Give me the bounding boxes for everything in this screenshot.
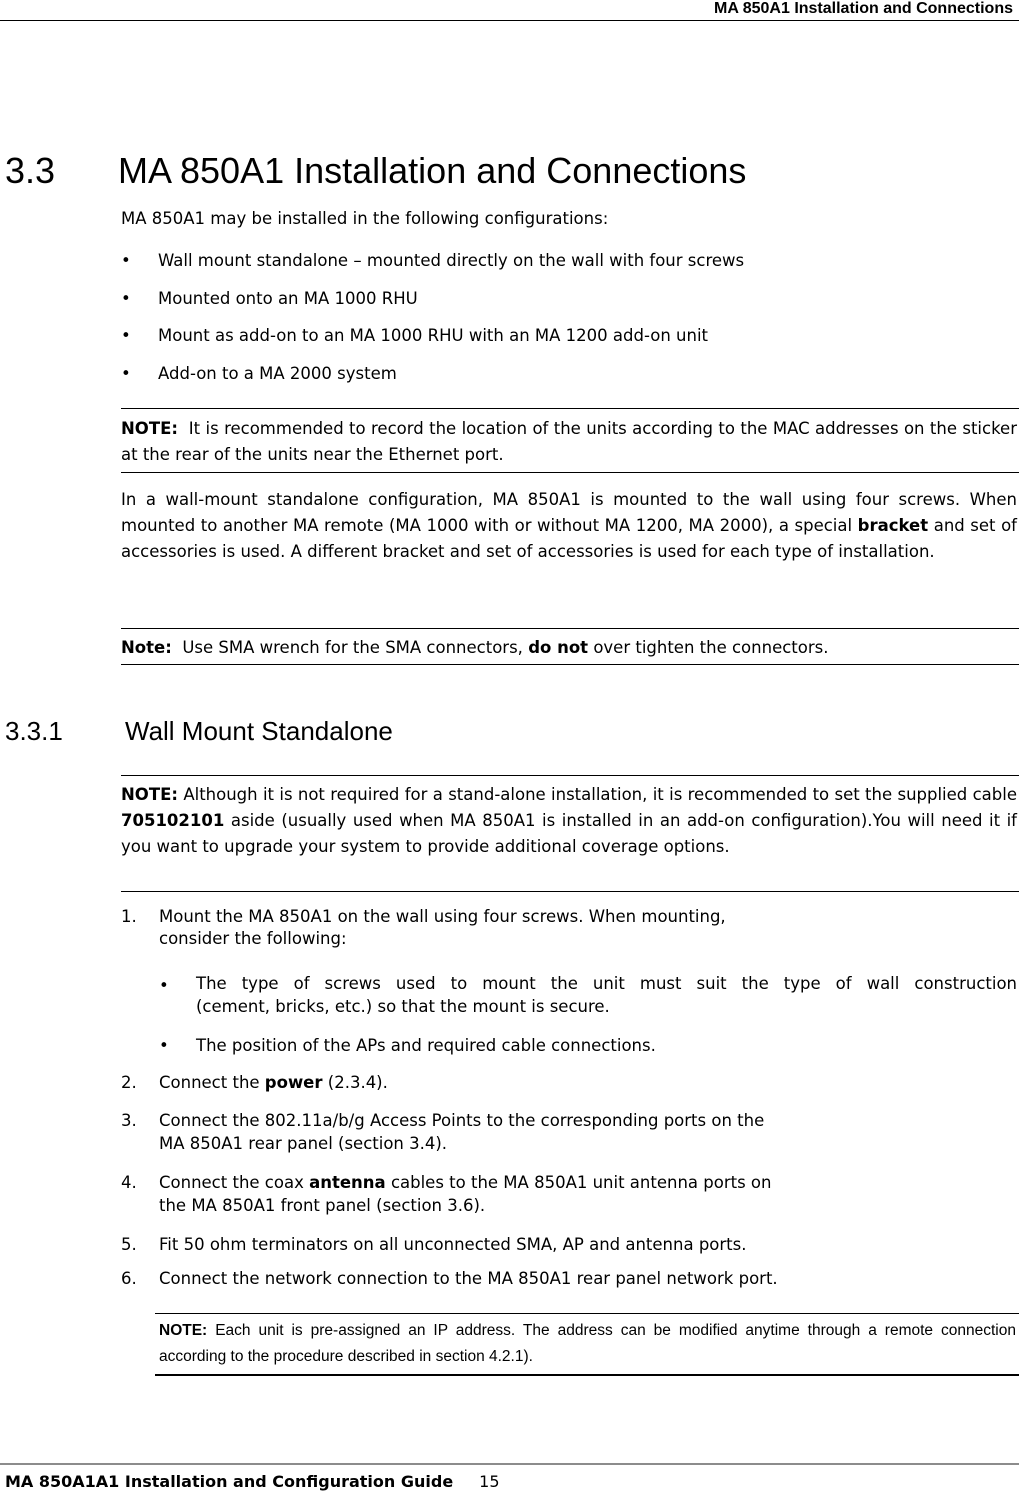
section-title: MA 850A1 Installation and Connections	[118, 150, 747, 191]
subsection-title: Wall Mount Standalone	[125, 716, 393, 746]
bullet-icon: •	[121, 251, 131, 270]
section-heading	[5, 150, 746, 192]
footer	[5, 1472, 500, 1491]
subsection-number: 3.3.1	[5, 716, 63, 746]
page-number: 15	[479, 1472, 500, 1491]
bullet-icon: •	[121, 364, 131, 383]
note-rule-bottom	[121, 472, 1019, 473]
subsection-heading	[5, 716, 393, 747]
bullet-icon: •	[159, 976, 169, 995]
note-rule-top	[155, 1313, 1019, 1314]
note-rule-bottom	[155, 1374, 1019, 1376]
bullet-icon: •	[121, 326, 131, 345]
section-number: 3.3	[5, 150, 56, 191]
note-rule-bottom	[121, 664, 1019, 665]
note-cable: NOTE: Although it is not required for a stand-alone installation, it is recommended to set the supplied cable 705102101 aside (usually used when MA 850A1 is installed in an add-on configuration).You will need it if you want to upgrade your system to provide additional coverage options.	[121, 785, 1018, 856]
footer-rule	[0, 1463, 1019, 1465]
note-ip-address: NOTE: Each unit is pre-assigned an IP address. The address can be modified anytime through a remote connection according to the procedure described in section 4.2.1).	[159, 1322, 1016, 1365]
bullet-icon: •	[159, 1036, 169, 1055]
bullet-icon: •	[121, 289, 131, 308]
intro-text: MA 850A1 may be installed in the following configurations:	[121, 209, 609, 228]
note-rule-top	[121, 628, 1019, 629]
note-rule-top	[121, 408, 1019, 409]
installation-paragraph: In a wall-mount standalone configuration, MA 850A1 is mounted to the wall using four screws. When mounted to another MA remote (MA 1000 with or without MA 1200, MA 2000), a special bracket and set of accessories is used. A different bracket and set of accessories is used for each type of installation.	[121, 490, 1017, 561]
footer-title: MA 850A1A1 Installation and Configuration Guide	[5, 1472, 454, 1491]
note-sma-wrench: Note: Use SMA wrench for the SMA connectors, do not over tighten the connectors.	[121, 638, 829, 657]
note-rule-bottom	[121, 891, 1019, 892]
note-rule-top	[121, 775, 1019, 776]
running-header: MA 850A1 Installation and Connections	[713, 0, 1013, 17]
header-rule	[0, 20, 1019, 21]
note-mac-address: NOTE: It is recommended to record the location of the units according to the MAC addresses on the sticker at the rear of the units near the Ethernet port.	[121, 419, 1017, 464]
